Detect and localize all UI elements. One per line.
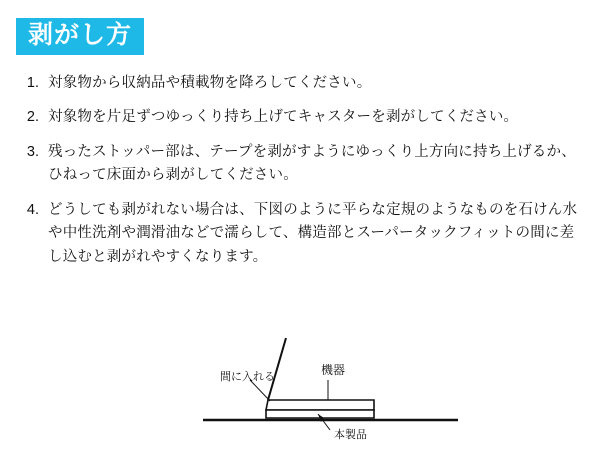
- insert-leader-line: [250, 380, 270, 401]
- list-item-text: 残ったストッパー部は、テープを剥がすようにゆっくり上方向に持ち上げるか、ひねって床面から剥がしてください。: [48, 143, 576, 184]
- list-item: [18, 106, 584, 129]
- list-item-number: 2.: [26, 109, 39, 126]
- ruler-line: [268, 338, 286, 400]
- figure-label-product: 本製品: [334, 429, 367, 441]
- page-title: 剥がし方: [16, 18, 144, 55]
- device-slab: [266, 400, 374, 410]
- list-item-text: どうしても剥がれない場合は、下図のように平らな定規のようなものを石けん水や中性洗剤や潤滑油などで濡らして、構造部とスーパータックフィットの間に差し込むと剥がれやすくなります。: [48, 201, 578, 265]
- list-item-number: 1.: [26, 75, 39, 91]
- figure-diagram: [18, 338, 582, 442]
- list-item-text: 対象物から収納品や積載物を降ろしてください。: [48, 75, 372, 91]
- figure-label-insert: 間に入れる: [220, 371, 275, 383]
- page-title-container: [16, 18, 144, 55]
- figure-label-device: 機器: [321, 363, 346, 377]
- list-item: [18, 199, 584, 269]
- list-item-number: 3.: [26, 143, 39, 160]
- instruction-list: [18, 72, 584, 280]
- list-item-text: 対象物を片足ずつゆっくり持ち上げてキャスターを剥がしてください。: [48, 109, 519, 126]
- list-item: [18, 141, 584, 188]
- list-item-number: 4.: [26, 201, 39, 218]
- list-item: [18, 72, 584, 95]
- illustration-figure: [18, 338, 582, 442]
